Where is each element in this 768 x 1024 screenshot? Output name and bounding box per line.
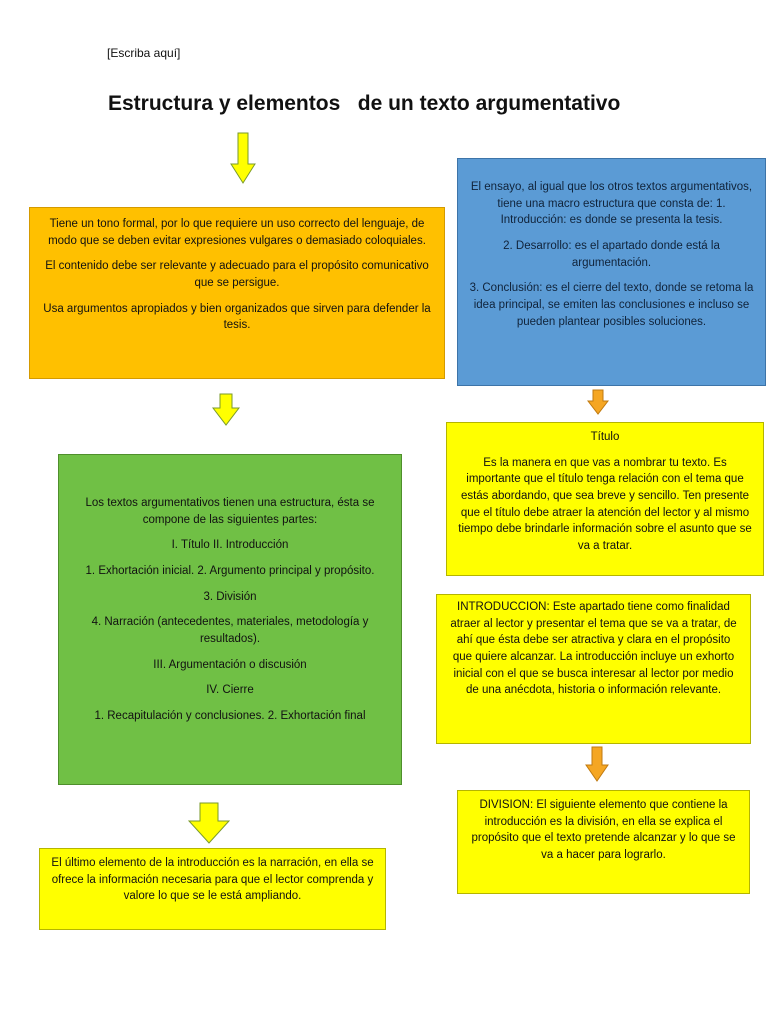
parts-intro-text: Los textos argumentativos tienen una estructura, ésta se compone de las siguientes partes: — [85, 497, 375, 526]
arrow-down-icon — [188, 802, 230, 844]
arrow-down-icon — [585, 746, 609, 782]
narration-text: El último elemento de la introducción es la narración, en ella se ofrece la información necesaria para que el lector comprenda y valore lo que se le está ampliando. — [51, 857, 374, 903]
division-box — [457, 790, 750, 894]
title-element-heading: Título — [590, 431, 620, 443]
parts-item: III. Argumentación o discusión — [153, 658, 307, 671]
introduction-box — [436, 594, 751, 744]
parts-item: I. Título II. Introducción — [171, 539, 289, 552]
relevant-content-text: El contenido debe ser relevante y adecuado para el propósito comunicativo que se persigue. — [45, 260, 429, 290]
parts-item: 1. Recapitulación y conclusiones. 2. Exhortación final — [94, 710, 366, 723]
formal-tone-box — [29, 207, 445, 379]
division-text: DIVISION: El siguiente elemento que contiene la introducción es la división, en ella se explica el propósito que el texto pretende alcanzar y lo que se va a hacer para lograrlo. — [471, 799, 736, 862]
essay-structure-box — [457, 158, 766, 386]
text-parts-box — [58, 454, 402, 785]
arrow-down-icon — [587, 389, 609, 415]
narration-box — [39, 848, 386, 930]
title-element-box — [446, 422, 764, 576]
page-title: Estructura y elementos de un texto argumentativo — [108, 92, 621, 115]
arrow-down-icon — [230, 132, 256, 184]
parts-item: 1. Exhortación inicial. 2. Argumento principal y propósito. — [85, 565, 375, 578]
parts-item: IV. Cierre — [206, 684, 254, 697]
parts-item: 4. Narración (antecedentes, materiales, metodología y resultados). — [91, 616, 369, 646]
arguments-text: Usa argumentos apropiados y bien organizados que sirven para defender la tesis. — [43, 302, 431, 332]
title-element-text: Es la manera en que vas a nombrar tu texto. Es importante que el título tenga relación con el tema que estás abordando, que sea breve y sencillo. Ten presente que el título debe atraer la atención del lector y al mismo tiempo debe brindarle información sobre el asunto que se va a tratar. — [458, 456, 752, 553]
arrow-down-icon — [212, 393, 240, 426]
essay-conclusion-text: 3. Conclusión: es el cierre del texto, donde se retoma la idea principal, se emiten las conclusiones e incluso se pueden plantear posibles soluciones. — [469, 282, 754, 328]
formal-tone-text: Tiene un tono formal, por lo que requiere un uso correcto del lenguaje, de modo que se deben evitar expresiones vulgares o demasiado coloquiales. — [48, 218, 426, 247]
essay-development-text: 2. Desarrollo: es el apartado donde está la argumentación. — [503, 240, 720, 269]
essay-intro-text: El ensayo, al igual que los otros textos argumentativos, tiene una macro estructura que consta de: 1. Introducción: es donde se presenta la tesis. — [470, 181, 753, 227]
header-note: [Escriba aquí] — [107, 46, 181, 60]
parts-item: 3. División — [203, 590, 257, 603]
introduction-text: INTRODUCCION: Este apartado tiene como finalidad atraer al lector y presentar el tema que se va a tratar, de ahí que ésta debe ser atractiva y clara en el propósito que quiere alcanzar. La introducción incluye un exhorto inicial con el que se busca interesar al lector por medio de una anécdota, historia o información relevante. — [450, 601, 737, 697]
